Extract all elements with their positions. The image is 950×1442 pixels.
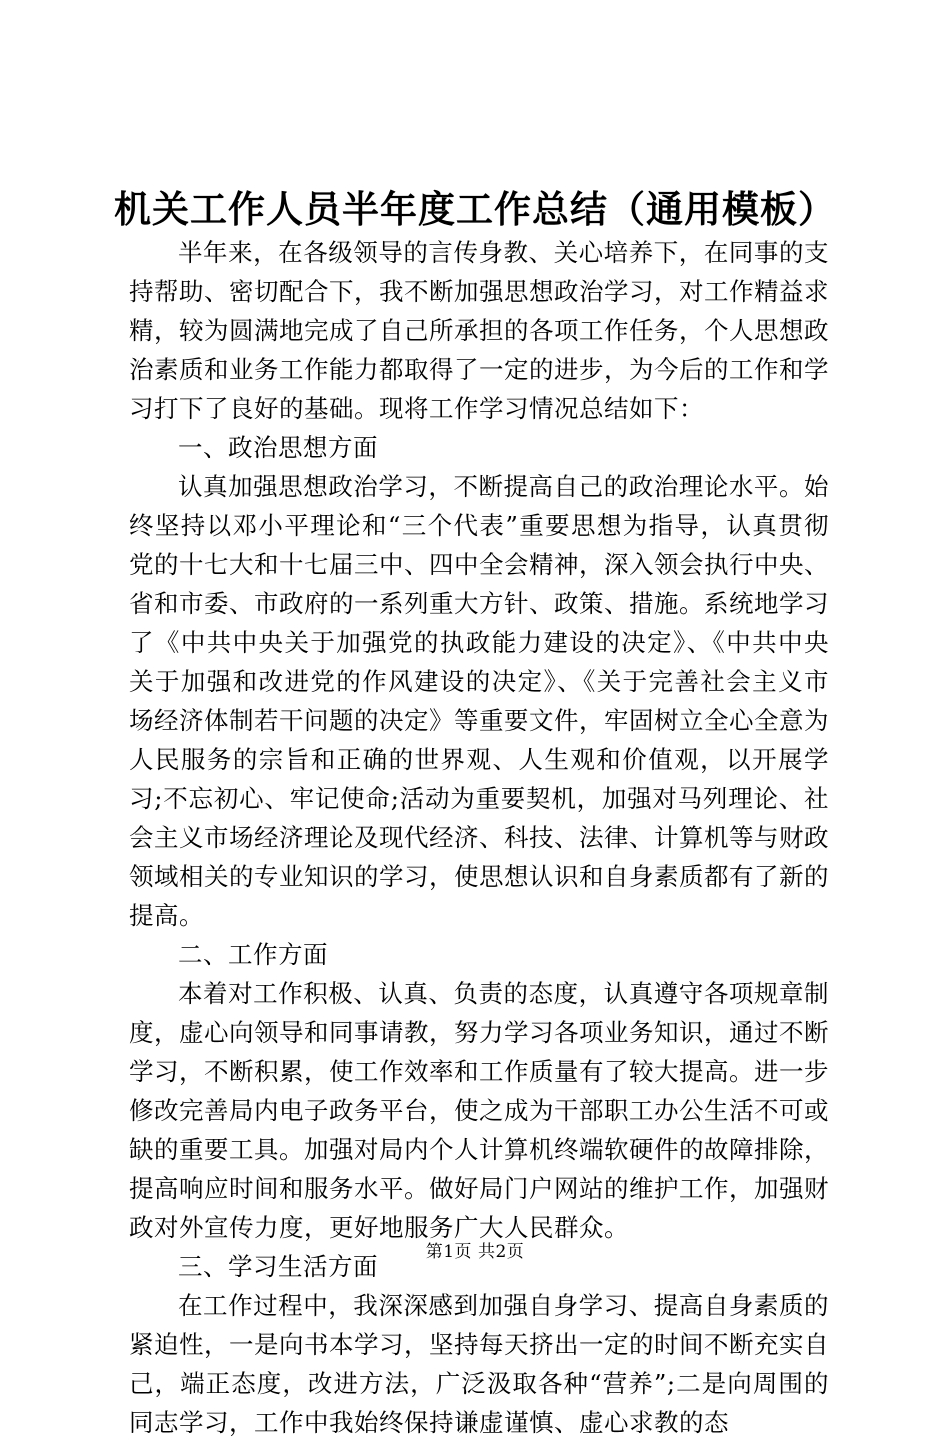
section-heading-work: 二、工作方面 [178,940,328,969]
section-text-work: 本着对工作积极、认真、负责的态度，认真遵守各项规章制度，虚心向领导和同事请教，努力学习各项业务知识，通过不断学习，不断积累，使工作效率和工作质量有了较大提高。进一步修改完善局内电子政务平台，使之成为干部职工办公生活不可或缺的重要工具。加强对局内个人计算机终端软硬件的故障排除，提高响应时间和服务水平。做好局门户网站的维护工作，加强财政对外宣传力度，更好地服务广大人民群众。 [129,979,829,1242]
section-heading-politics: 一、政治思想方面 [178,433,378,462]
section-text-politics: 认真加强思想政治学习，不断提高自己的政治理论水平。始终坚持以邓小平理论和“三个代表”重要思想为指导，认真贯彻党的十七大和十七届三中、四中全会精神，深入领会执行中央、省和市委、市政府的一系列重大方针、政策、措施。系统地学习了《中共中央关于加强党的执政能力建设的决定》、《中共中央关于加强和改进党的作风建设的决定》、《关于完善社会主义市场经济体制若干问题的决定》等重要文件，牢固树立全心全意为人民服务的宗旨和正确的世界观、人生观和价值观，以开展学习;不忘初心、牢记使命;活动为重要契机，加强对马列理论、社会主义市场经济理论及现代经济、科技、法律、计算机等与财政领域相关的专业知识的学习，使思想认识和自身素质都有了新的提高。 [129,472,829,930]
document-title: 机关工作人员半年度工作总结（通用模板） [114,187,836,231]
section-text-study: 在工作过程中，我深深感到加强自身学习、提高自身素质的紧迫性，一是向书本学习，坚持每天挤出一定的时间不断充实自己，端正态度，改进方法，广泛汲取各种“营养”;二是向周围的同志学习，工作中我始终保持谦虚谨慎、虚心求教的态 [129,1291,829,1437]
intro-paragraph: 半年来，在各级领导的言传身教、关心培养下，在同事的支持帮助、密切配合下，我不断加强思想政治学习，对工作精益求精，较为圆满地完成了自己所承担的各项工作任务，个人思想政治素质和业务工作能力都取得了一定的进步，为今后的工作和学习打下了良好的基础。现将工作学习情况总结如下： [129,238,829,423]
page-number: 第1页 共2页 [425,1242,525,1262]
section-heading-study: 三、学习生活方面 [178,1252,378,1281]
